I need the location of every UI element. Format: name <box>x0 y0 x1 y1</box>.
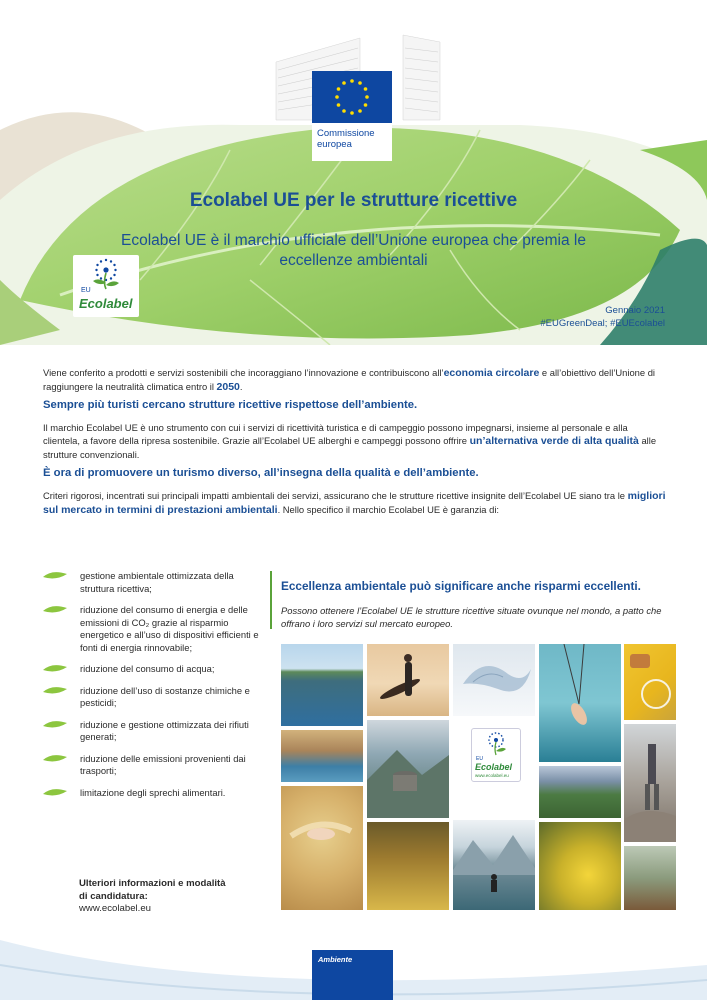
ecolabel-paragraph <box>43 421 666 461</box>
leaf-bullet-icon <box>42 571 68 580</box>
card-eu-text: EU <box>476 756 483 762</box>
criteria-highlight-best-market: migliori sul mercato in termini di prestazioni ambientali <box>43 490 666 516</box>
list-item <box>40 604 265 654</box>
list-item-text: riduzione e gestione ottimizzata dei rifiuti generati; <box>80 718 249 742</box>
european-commission-logo[interactable] <box>312 71 392 161</box>
ecolabel-card-logo <box>471 728 521 782</box>
ecolabel-flower-icon <box>472 729 520 759</box>
photo-straw-hat <box>281 786 363 910</box>
list-item <box>40 787 265 800</box>
list-item <box>40 753 265 778</box>
page-subtitle: Ecolabel UE è il marchio ufficiale dell’Unione europea che premia le eccellenze ambientali <box>121 232 586 269</box>
list-item-text: limitazione degli sprechi alimentari. <box>80 786 226 798</box>
ecolabel-text-b: alle strutture convenzionali. <box>43 435 657 460</box>
photo-seaside-bay <box>281 644 363 726</box>
mountain-icon <box>453 820 535 910</box>
logo-text <box>317 128 375 150</box>
eu-ecolabel-logo <box>73 255 139 317</box>
section-heading-tourism: È ora di promuovere un turismo diverso, all’insegna della qualità e dell’ambiente. <box>43 467 479 479</box>
hashtags: #EUGreenDeal; #EUEcolabel <box>540 318 665 329</box>
intro-highlight-2050: 2050 <box>216 381 240 393</box>
card-ecolabel-text: Ecolabel <box>475 762 513 772</box>
info-label-line1: Ulteriori informazioni e modalità <box>79 878 226 889</box>
scarf-icon <box>453 644 535 716</box>
hat-icon <box>281 786 363 910</box>
eu-flag-icon <box>312 71 392 123</box>
photo-yellow-flowers <box>539 822 621 910</box>
ecolabel-word-text: Ecolabel <box>79 296 133 311</box>
photo-hiker-rocks <box>624 724 676 842</box>
criteria-text-a: Criteri rigorosi, incentrati sui principali impatti ambientali dei servizi, assicurano che le strutture ricettive insignite dell’Ecolabel UE siano tra le <box>43 490 628 501</box>
intro-text-b: e all’obiettivo dell’Unione di raggiungere la neutralità climatica entro il <box>43 367 656 392</box>
callout-title: Eccellenza ambientale può significare anche risparmi eccellenti. <box>281 579 641 593</box>
photo-yellow-bicycle <box>624 644 676 720</box>
criteria-text-b: . Nello specifico il marchio Ecolabel UE è garanzia di: <box>277 504 500 515</box>
list-item-text: riduzione del consumo di energia e delle emissioni di CO₂ grazie al risparmio energetico e all’uso di dispositivi efficienti e fonti di energia rinnovabile; <box>80 604 259 653</box>
intro-text-c: . <box>239 381 243 392</box>
criteria-paragraph <box>43 489 666 517</box>
callout-text: Possono ottenere l’Ecolabel UE le strutture ricettive situate ovunque nel mondo, a patto che offrano i loro servizi sul mercato europeo. <box>281 605 662 629</box>
ecolabel-highlight-green-alternative: un’alternativa verde di alta qualità <box>469 435 639 447</box>
ecolabel-eu-text: EU <box>81 287 91 294</box>
info-url-link[interactable]: www.ecolabel.eu <box>79 903 151 914</box>
intro-paragraph <box>43 366 666 394</box>
photo-outdoor-table <box>624 846 676 910</box>
leaf-bullet-icon <box>42 720 68 729</box>
list-item <box>40 570 265 595</box>
date-block <box>540 304 665 330</box>
list-item <box>40 685 265 710</box>
ecolabel-text-a: Il marchio Ecolabel UE è uno strumento con cui i servizi di ricettività turistica e di campeggio possono impegnarsi, insieme al personale e alla clientela, a favore della ripresa sostenibile. Grazie all’Ecolabel UE alberghi e campeggi possono offrire <box>43 422 628 446</box>
publication-date: Gennaio 2021 <box>605 305 665 316</box>
page-title: Ecolabel UE per le strutture ricettive <box>189 190 518 211</box>
org-name-line2: europea <box>317 139 352 150</box>
intro-text-a: Viene conferito a prodotti e servizi sostenibili che incoraggiano l’innovazione e contribuiscono all’ <box>43 367 444 378</box>
bicycle-icon <box>624 644 676 720</box>
guarantee-list <box>40 570 265 808</box>
leaf-bullet-icon <box>42 605 68 614</box>
swing-icon <box>539 644 621 762</box>
photo-lake-person <box>453 820 535 910</box>
leaf-bullet-icon <box>42 664 68 673</box>
leaf-bullet-icon <box>42 788 68 797</box>
photo-autumn-leaves <box>367 822 449 910</box>
list-item-text: gestione ambientale ottimizzata della struttura ricettiva; <box>80 570 234 594</box>
photo-surfer-beach <box>367 644 449 716</box>
list-item-text: riduzione del consumo di acqua; <box>80 663 215 674</box>
photo-boat-deck <box>281 730 363 782</box>
photo-flying-cloth <box>453 644 535 716</box>
hiker-icon <box>624 724 676 842</box>
footer-category-label: Ambiente <box>318 955 353 964</box>
cup-icon <box>367 720 449 818</box>
info-label-line2: di candidatura: <box>79 890 148 902</box>
leaf-bullet-icon <box>42 686 68 695</box>
list-item-text: riduzione delle emissioni provenienti dai trasporti; <box>80 752 246 776</box>
section-heading-tourists: Sempre più turisti cercano strutture ricettive rispettose dell’ambiente. <box>43 399 418 411</box>
org-name-line1: Commissione <box>317 128 375 139</box>
surfer-silhouette-icon <box>367 644 449 716</box>
list-item <box>40 663 265 676</box>
intro-highlight-circular-economy: economia circolare <box>443 367 540 379</box>
card-url-text: www.ecolabel.eu <box>475 773 509 778</box>
list-item <box>40 719 265 744</box>
photo-mountain-valley <box>539 766 621 818</box>
leaf-bullet-icon <box>42 754 68 763</box>
photo-rope-swing <box>539 644 621 762</box>
photo-cup-mountains <box>367 720 449 818</box>
photo-ecolabel-card <box>453 720 535 816</box>
list-item-text: riduzione dell’uso di sostanze chimiche e pesticidi; <box>80 684 250 708</box>
footer-category-tab <box>312 950 393 1000</box>
